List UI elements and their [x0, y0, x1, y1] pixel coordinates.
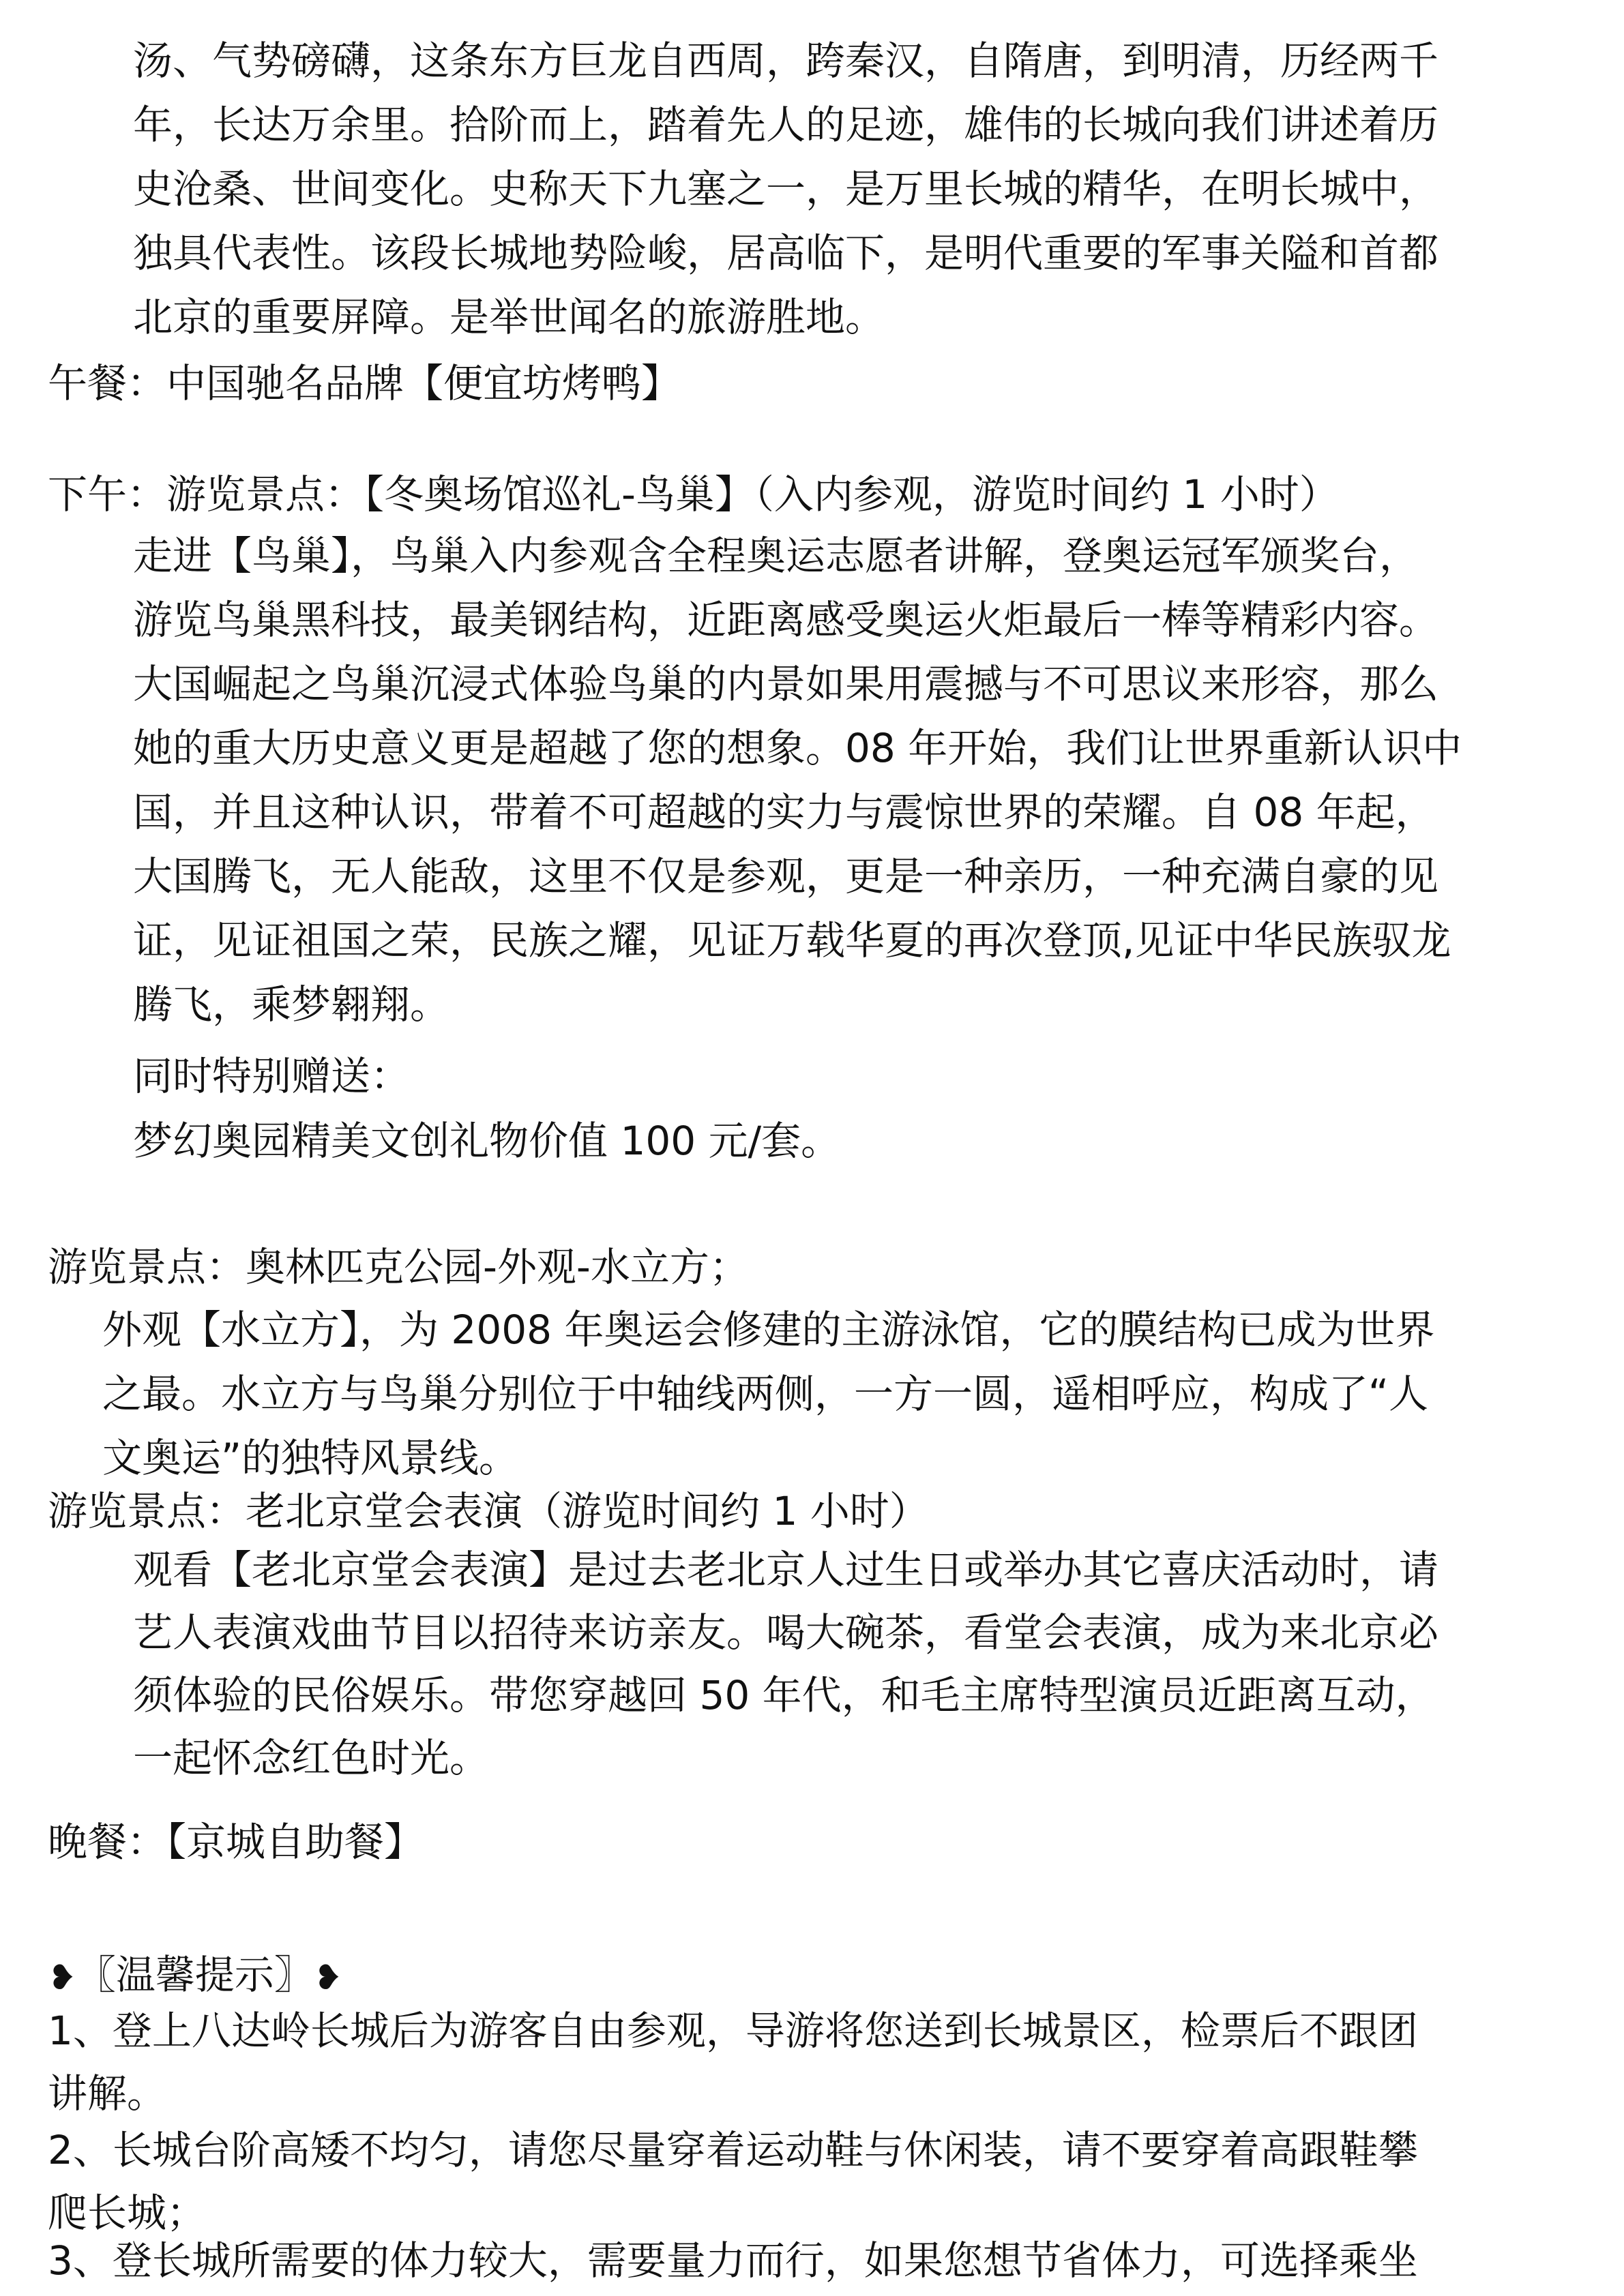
lunch-line: 午餐：中国驰名品牌【便宜坊烤鸭】	[48, 360, 681, 406]
tips-title: 〖温馨提示〗	[76, 1952, 314, 1998]
birdnest-paragraph: 走进【鸟巢】，鸟巢入内参观含全程奥运志愿者讲解，登奥运冠军颁奖台， 游览鸟巢黑科技，最美钢结构，近距离感受奥运火炬最后一棒等精彩内容。 大国崛起之鸟巢沉浸式体验鸟巢的内景如果用震撼与不可思议来形容，那么 她的重大历史意义更是超越了您的想象。08 年开始，我们让世界重新认识中 国，并且这种认识，带着不可超越的实力与震惊世界的荣耀。自 08 年起， 大国腾飞，无人能敌，这里不仅是参观，更是一种亲历，一种充满自豪的见 证，见证祖国之荣，民族之耀，见证万载华夏的再次登顶,见证中华民族驭龙 腾飞，乘梦翱翔。	[133, 533, 1462, 1028]
gift-item: 梦幻奥园精美文创礼物价值 100 元/套。	[133, 1118, 841, 1164]
dinner-line: 晚餐：【京城自助餐】	[48, 1819, 424, 1865]
spot-heading-tanghui: 游览景点：老北京堂会表演（游览时间约 1 小时）	[48, 1488, 929, 1534]
tip-item-3: 3、登长城所需要的体力较大，需要量力而行，如果您想节省体力，可选择乘坐	[48, 2237, 1418, 2284]
watercube-paragraph: 外观【水立方】，为 2008 年奥运会修建的主游泳馆，它的膜结构已成为世界 之最。水立方与鸟巢分别位于中轴线两侧，一方一圆，遥相呼应，构成了“人 文奥运”的独特风景线。	[102, 1307, 1435, 1481]
heart-bullet-icon: ❥	[48, 1957, 76, 1997]
heart-bullet-icon: ❥	[313, 1957, 342, 1997]
tip-item-1: 1、登上八达岭长城后为游客自由参观，导游将您送到长城景区，检票后不跟团 讲解。	[48, 2008, 1418, 2117]
greatwall-intro-paragraph: 汤、气势磅礴，这条东方巨龙自西周，跨秦汉，自隋唐，到明清，历经两千 年，长达万余里。拾阶而上，踏着先人的足迹，雄伟的长城向我们讲述着历 史沧桑、世间变化。史称天下九塞之一，是万里长城的精华，在明长城中， 独具代表性。该段长城地势险峻，居高临下，是明代重要的军事关隘和首都 北京的重要屏障。是举世闻名的旅游胜地。	[133, 38, 1439, 340]
spot-heading-watercube: 游览景点：奥林匹克公园-外观-水立方；	[48, 1244, 749, 1290]
gift-label: 同时特别赠送：	[133, 1053, 411, 1099]
tip-item-2: 2、长城台阶高矮不均匀，请您尽量穿着运动鞋与休闲装，请不要穿着高跟鞋攀 爬长城；	[48, 2127, 1418, 2236]
afternoon-heading: 下午：游览景点：【冬奥场馆巡礼-鸟巢】（入内参观，游览时间约 1 小时）	[48, 471, 1339, 518]
tanghui-paragraph: 观看【老北京堂会表演】是过去老北京人过生日或举办其它喜庆活动时，请 艺人表演戏曲节目以招待来访亲友。喝大碗茶，看堂会表演，成为来北京必 须体验的民俗娱乐。带您穿越回 50 年代，和毛主席特型演员近距离互动， 一起怀念红色时光。	[133, 1547, 1439, 1781]
